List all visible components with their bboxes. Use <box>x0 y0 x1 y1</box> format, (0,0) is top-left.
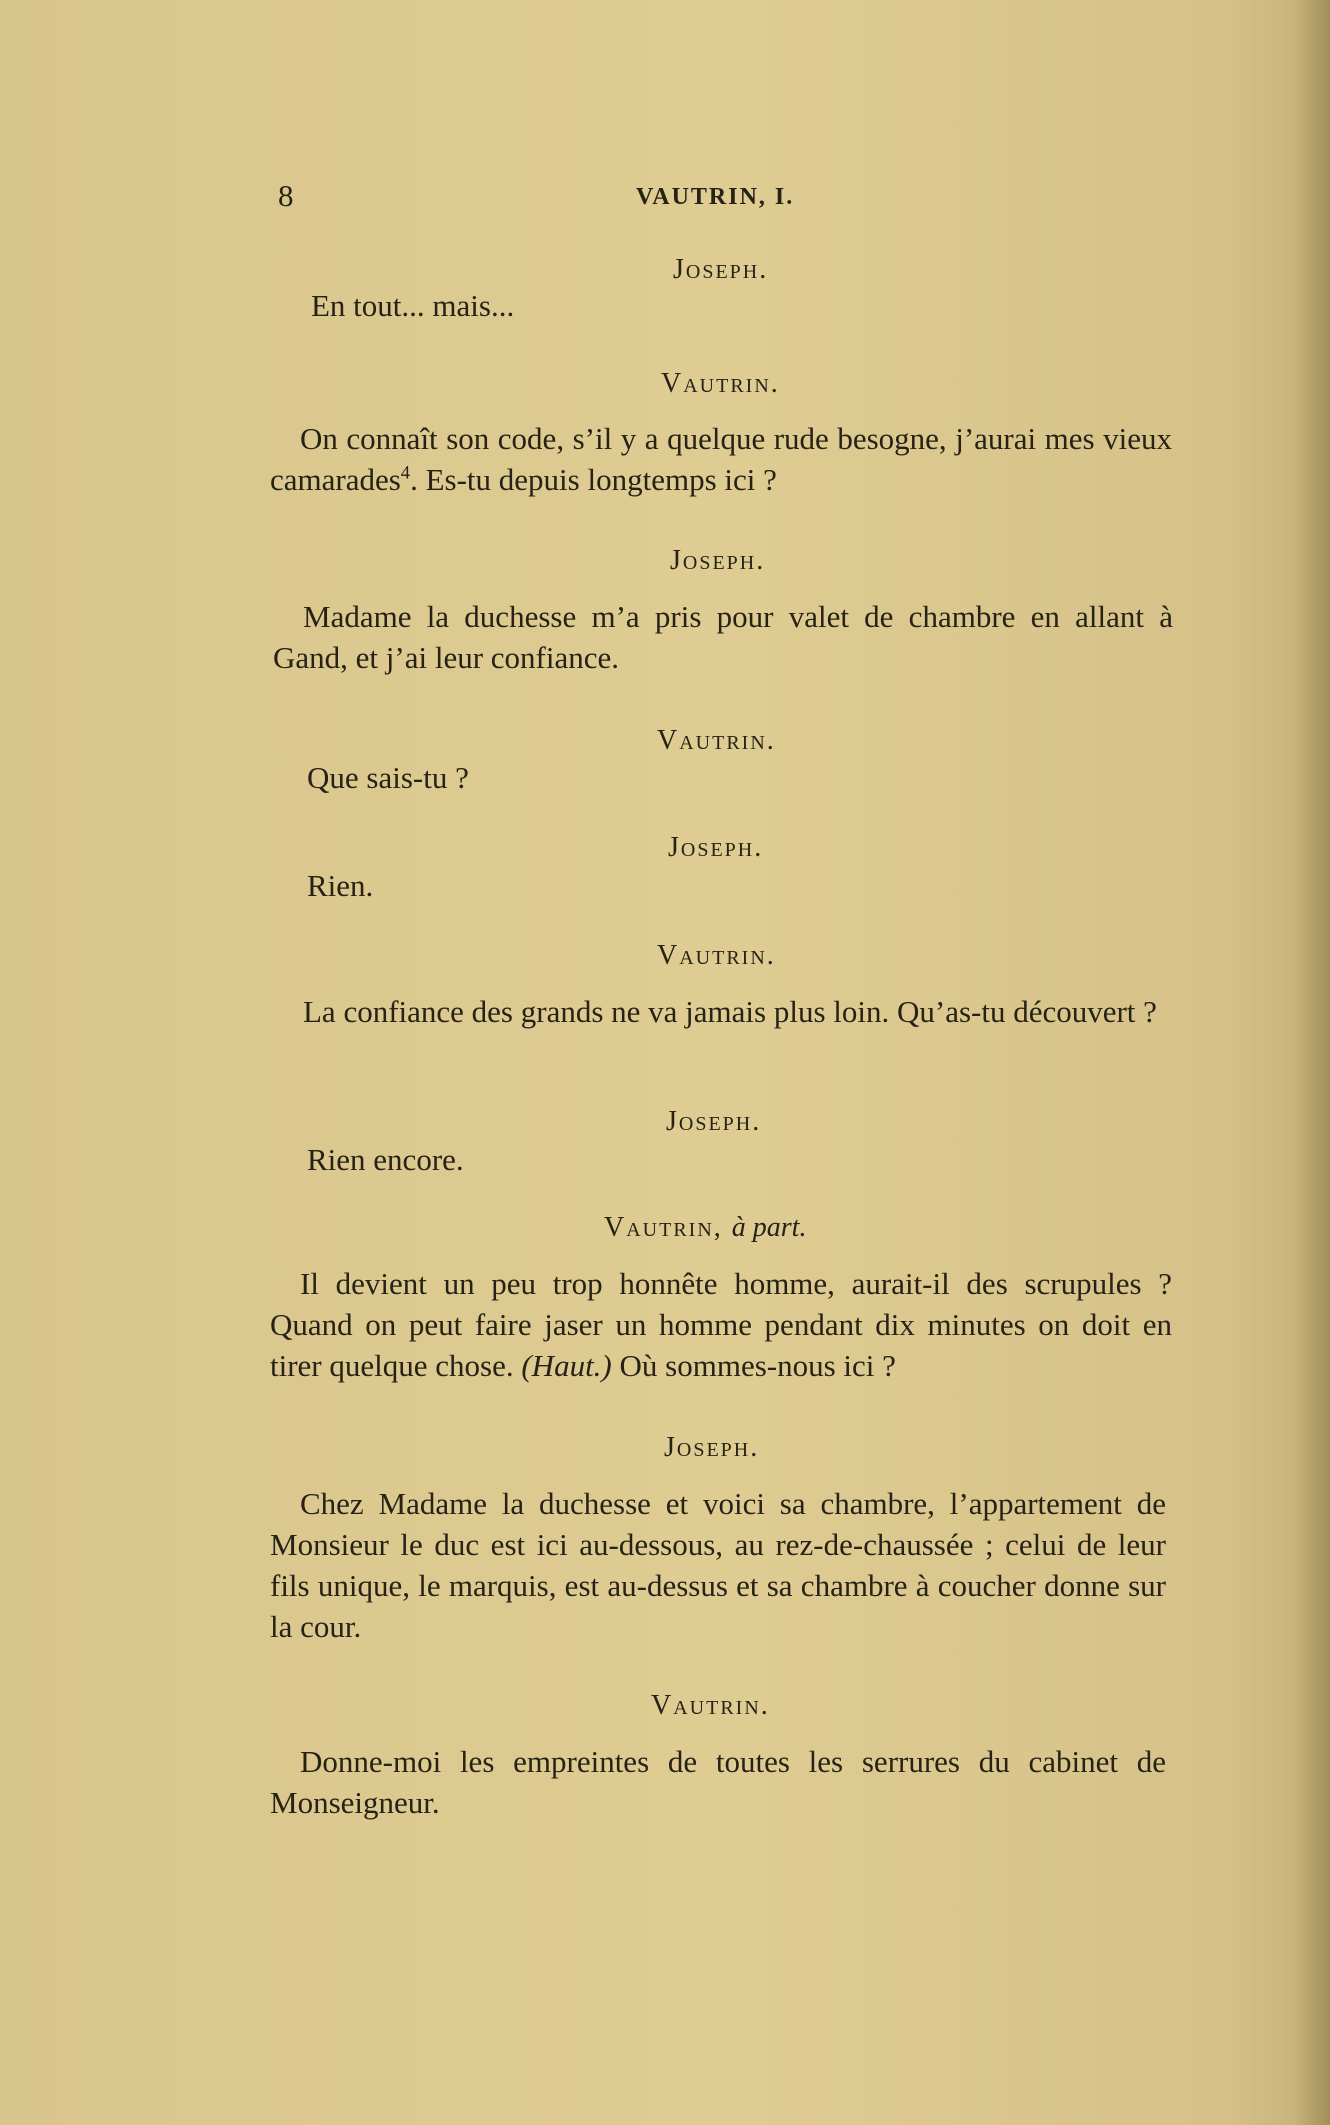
speaker-vautrin: Vautrin. <box>657 725 776 756</box>
dialogue-paragraph <box>270 1483 1166 1647</box>
dialogue-text: Madame la duchesse m’a pris pour valet de chambre en allant à Gand, et j’ai leur confiance. <box>273 599 1173 675</box>
page-edge-shadow <box>1296 0 1330 2125</box>
footnote-ref: 4 <box>400 462 411 484</box>
dialogue-line: En tout... mais... <box>311 288 515 323</box>
dialogue-text: Où sommes-nous ici ? <box>611 1348 896 1383</box>
speaker-vautrin: Vautrin. <box>651 1690 770 1721</box>
speaker-joseph: Joseph. <box>673 254 769 285</box>
dialogue-text: Il devient un peu trop honnête homme, aurait-il des scrupules ? Quand on peut faire jaser un homme pendant dix minutes on doit en tirer quelque chose. <box>270 1266 1172 1383</box>
speaker-joseph: Joseph. <box>664 1432 760 1463</box>
stage-direction: à part. <box>731 1212 807 1243</box>
speaker-joseph: Joseph. <box>668 832 764 863</box>
speaker-vautrin-aside <box>604 1212 806 1244</box>
dialogue-text: On connaît son code, s’il y a quelque rude besogne, j’aurai mes vieux camarades <box>270 421 1172 497</box>
dialogue-line: Rien. <box>307 868 374 903</box>
page-number: 8 <box>278 178 294 213</box>
dialogue-text: La confiance des grands ne va jamais plus loin. Qu’as-tu découvert ? <box>303 994 1157 1029</box>
dialogue-paragraph <box>270 418 1172 500</box>
dialogue-text: Donne-moi les empreintes de toutes les serrures du cabinet de Monseigneur. <box>270 1744 1166 1820</box>
speaker-name: Vautrin, <box>604 1212 723 1243</box>
dialogue-text: Chez Madame la duchesse et voici sa chambre, l’appartement de Monsieur le duc est ici au-dessous, au rez-de-chaussée ; celui de leur fils unique, le marquis, est au-dessus et sa chambre à coucher donne sur la cour. <box>270 1486 1166 1644</box>
speaker-vautrin: Vautrin. <box>661 368 780 399</box>
dialogue-text: . Es-tu depuis longtemps ici ? <box>410 462 777 497</box>
running-title: VAUTRIN, I. <box>636 184 795 210</box>
dialogue-line: Rien encore. <box>307 1142 464 1177</box>
speaker-joseph: Joseph. <box>666 1106 762 1137</box>
dialogue-paragraph <box>273 991 1170 1032</box>
dialogue-paragraph <box>270 1741 1166 1823</box>
dialogue-paragraph <box>270 1263 1172 1386</box>
speaker-joseph: Joseph. <box>670 545 766 576</box>
speaker-vautrin: Vautrin. <box>657 940 776 971</box>
stage-direction: (Haut.) <box>521 1348 612 1383</box>
dialogue-line: Que sais-tu ? <box>307 760 469 795</box>
dialogue-paragraph <box>273 596 1173 678</box>
